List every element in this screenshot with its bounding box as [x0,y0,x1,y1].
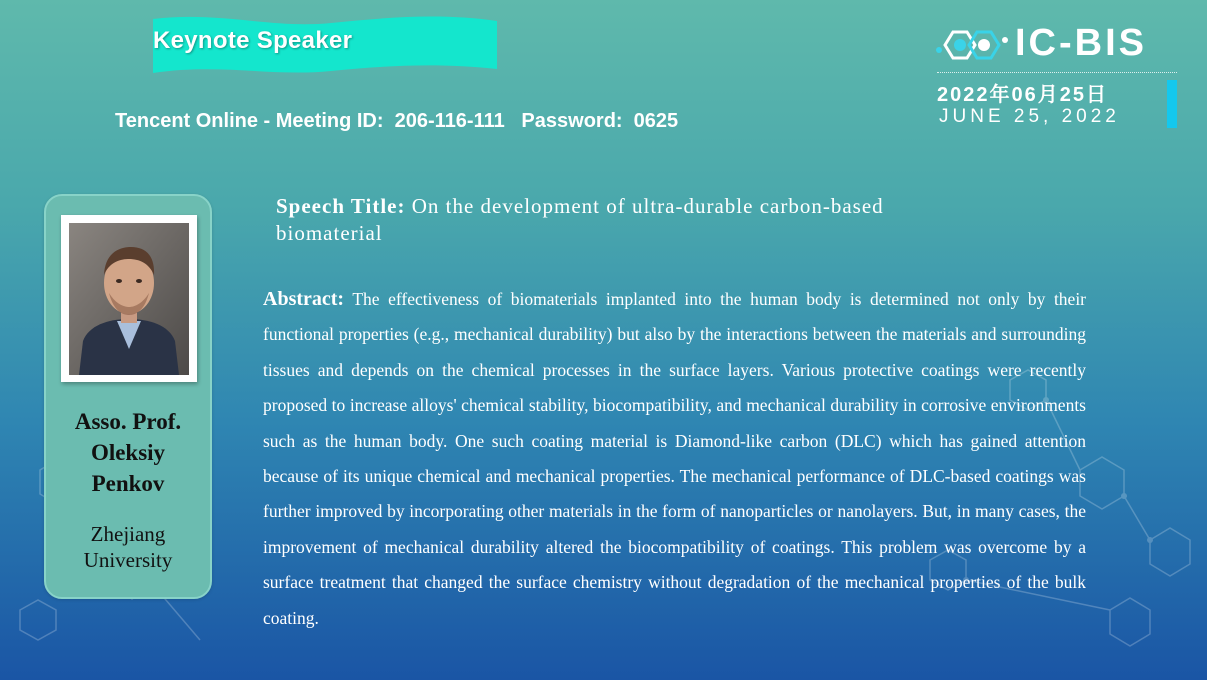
speech-title [276,193,996,247]
speaker-affiliation-line: University [83,548,173,572]
abstract-text: The effectiveness of biomaterials implanted into the human body is determined not only by their functional properties (e.g., mechanical durability) but also by the interactions between the materials and surrounding tissues and depends on the chemical processes in the surface layers. Various protective coatings were recently proposed to increase alloys' chemical stability, biocompatibility, and mechanical durability in corrosive environments such as the human body. One such coating material is Diamond-like carbon (DLC) which has gained attention because of its unique chemical and mechanical properties. The mechanical performance of DLC-based coatings was further improved by incorporating other materials in the form of nanoparticles or nanolayers. But, in many cases, the improvement of mechanical durability altered the biocompatibility of coatings. This problem was overcome by a surface treatment that changed the surface chemistry without degradation of the mechanical properties of the bulk coating. [263,289,1087,628]
speaker-name-line: Penkov [91,471,165,496]
abstract-label: Abstract: [263,288,345,310]
meeting-info: Tencent Online - Meeting ID: 206-116-111 Password: 0625 [115,110,679,132]
molecule-icon [935,22,1011,68]
logo-date-chinese: 2022年06月25日 [937,84,1108,106]
speaker-name-line: Oleksiy [90,440,166,465]
logo-accent-bar [1167,80,1177,128]
keynote-speaker-banner [151,15,499,77]
banner-label: Keynote Speaker [153,27,353,54]
speaker-affiliation-line: Zhejiang [90,522,166,546]
speaker-card [44,194,212,599]
speaker-affiliation [46,521,210,573]
speaker-name [46,406,210,499]
speech-title-label: Speech Title: [276,194,406,218]
abstract [263,282,1086,636]
speaker-photo-frame [61,215,197,382]
speaker-photo [69,223,189,375]
speaker-name-line: Asso. Prof. [74,409,182,434]
logo-date-english: JUNE 25, 2022 [939,106,1120,127]
speech-title-text: On the development of ultra-durable carbon-based biomaterial [276,194,884,245]
ic-bis-logo [935,20,1185,135]
logo-name: IC-BIS [1015,22,1147,64]
logo-divider [937,72,1177,73]
